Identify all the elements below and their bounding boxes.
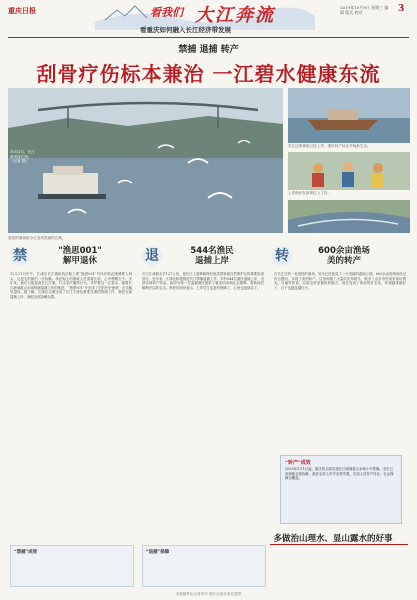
banner-title: 大江奔流	[195, 5, 275, 26]
article-column-1: 12月21日中午，江津区长江渔政执法船上的“渔思001”号执法船正缓缓驶入码头，这是它的最后一次执勤。执法船上的渔政人员望着江面，心中感慨万千。多年来，他们日夜巡查长江江面，打击非法捕捞行为，守护着这一江碧水。随着长江流域重点水域禁捕退捕工作的推进，“渔思001”号完成了它的历史使命，正式解甲退休。据了解，江津区全面完成了长江干流及重要支流的禁捕工作，渔民全部退捕上岸，渔船全部拆解处置。	[10, 272, 132, 299]
sidebar-box-title: “转产”成效	[285, 460, 311, 466]
section-3-char: 转	[272, 246, 292, 266]
commentary-headline: 多做治山理水、显山露水的好事	[273, 534, 393, 544]
side-photo-river	[288, 200, 410, 233]
newspaper-logo: 重庆日报	[8, 6, 36, 15]
column-1-info-box	[10, 545, 134, 587]
side-photo-top-caption: 长江边的渔船已经上岸，渔民转产转业开始新生活。	[288, 144, 371, 148]
section-1-title: "渔思001" 解甲退休	[58, 246, 102, 266]
side-photo-boat	[288, 88, 410, 143]
article-column-3: 在长江边的一处曾经的渔场，如今已经变成了一片美丽的湿地公园。600余亩的渔场经过综合整治，实现了美的转产。这里种植了大量的花草树木，吸引了众多市民前来游玩观光。当地村民说，以前这里是捕鱼的地方，现在变成了休闲的好去处，环境越来越好了，日子也越过越红火。	[274, 272, 406, 290]
header-rule	[8, 37, 409, 38]
page-headline: 刮骨疗伤标本兼治 一江碧水健康东流	[36, 62, 381, 86]
page-number: 3	[398, 4, 405, 14]
main-photo	[8, 88, 283, 233]
column-2-info-box-title: “退捕”保障	[146, 550, 170, 555]
column-2-info-box	[142, 545, 266, 587]
commentary-rule	[270, 544, 408, 545]
kicker: 禁捕 退捕 转产	[178, 45, 239, 55]
main-photo-caption: 10月2日，长江重庆段江面。（记者 摄）	[10, 150, 35, 164]
column-1-info-box-title: “禁捕”成效	[14, 550, 38, 555]
sidebar-box	[280, 455, 402, 524]
section-1-char: 禁	[10, 246, 30, 266]
banner-title-prefix: 看我们	[150, 6, 183, 19]
side-photo-people	[288, 152, 410, 190]
section-2-title: 544名渔民 退捕上岸	[190, 246, 234, 266]
page-footer: 本版稿件由记者采写 图片由受访单位提供	[175, 592, 242, 596]
page-info: 2019年10月9日 星期三 编辑 版式 校对	[340, 5, 389, 15]
side-photo-bottom-caption: 曾经的渔场如今已变成美丽的江滩。	[8, 236, 66, 240]
section-3-title: 600余亩渔场 美的转产	[318, 246, 370, 266]
article-column-2: 长江江津段全长127公里，是长江上游珍稀特有鱼类国家级自然保护区的重要组成部分。近年来，江津区积极推进长江禁捕退捕工作，共有544名渔民退捕上岸，全部实现转产转业。政府为每一位退捕渔民提供了就业培训和社会保障，帮助他们顺利开启新生活。渔民们纷纷表示，上岸后生活更有保障了，心里也更踏实了。	[142, 272, 264, 290]
banner-subtitle: 看重庆如何融入长江经济带发展	[140, 26, 231, 34]
sidebar-box-text: 2020年1月1日起，重庆将全面实施长江流域重点水域十年禁捕。全市已有渔船全部拆解，渔民全部上岸并妥善安置，实现人员转产转业、社会保障全覆盖。	[285, 467, 394, 480]
side-photo-mid-caption: 上岸渔民在新岗位上工作。	[288, 191, 332, 195]
section-2-char: 退	[142, 246, 162, 266]
